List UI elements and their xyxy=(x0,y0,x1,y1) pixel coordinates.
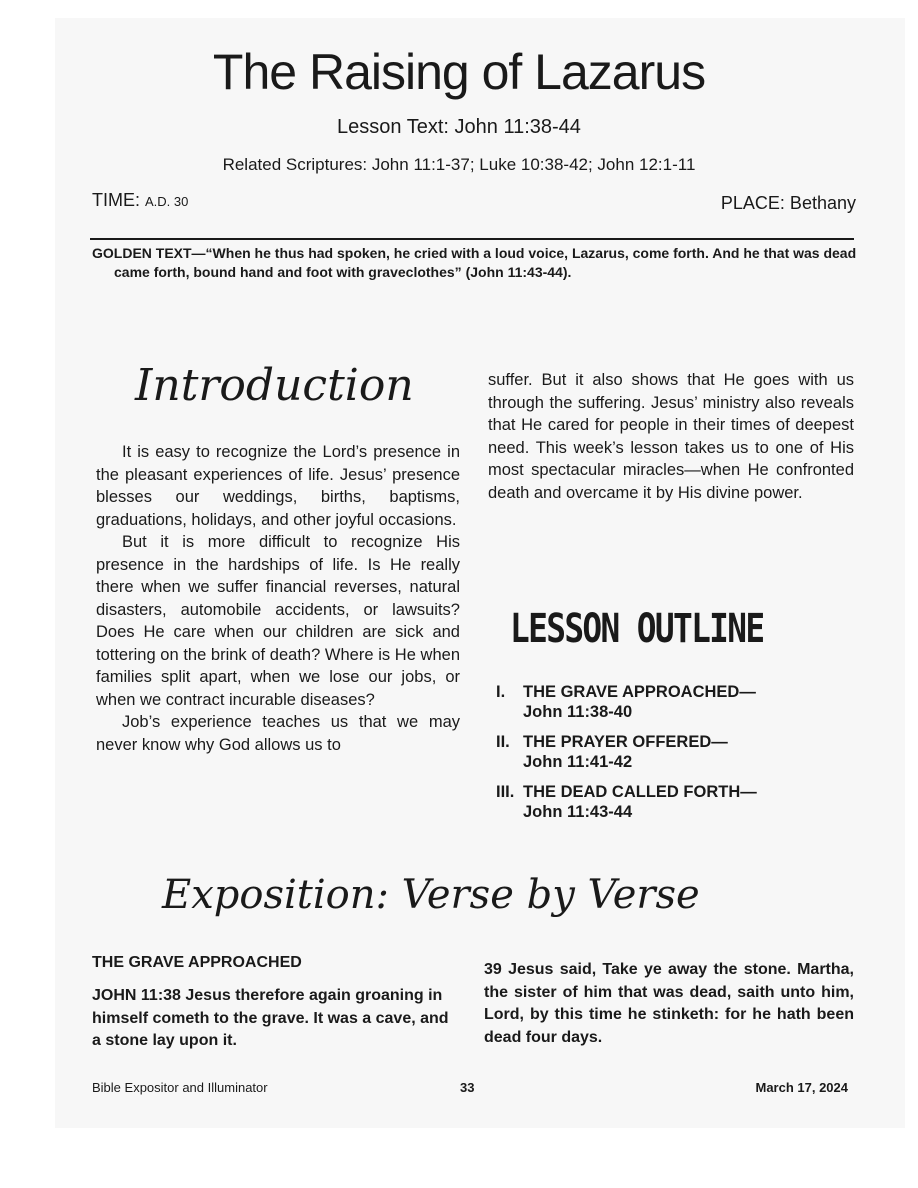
page-title: The Raising of Lazarus xyxy=(212,44,706,100)
outline-ref: John 11:43-44 xyxy=(523,803,633,821)
section-heading: THE GRAVE APPROACHED xyxy=(92,954,302,971)
intro-paragraph: But it is more difficult to recognize His presence in the hardships of life. Is He really there when we suffer financial reverses, natural disasters, automobile accidents, or lawsuits? Does He care when our children are sick and tottering on the brink of death? Where is He when families split apart, when we lose our jobs, or when we contract incurable diseases? xyxy=(96,533,460,709)
verse-39: 39 Jesus said, Take ye away the stone. Martha, the sister of him that was dead, saith unto him, Lord, by this time he stinketh: for he hath been dead four days. xyxy=(484,961,854,1046)
introduction-left-column xyxy=(96,441,460,756)
outline-ref: John 11:38-40 xyxy=(523,703,633,721)
outline-number: II. xyxy=(496,733,510,751)
intro-paragraph: suffer. But it also shows that He goes with us through the suffering. Jesus’ ministry also reveals that He cared for people in their times of deepest need. This week’s lesson takes us to one of His most spectacular miracles—when He confronted death and overcame it by His divine power. xyxy=(488,371,854,502)
intro-paragraph: It is easy to recognize the Lord’s presence in the pleasant experiences of life. Jesus’ presence blesses our weddings, births, baptisms, graduations, holidays, and other joyful occasions. xyxy=(96,443,460,529)
time-value: A.D. 30 xyxy=(145,194,189,209)
time-label: TIME: xyxy=(92,190,140,210)
related-scriptures: Related Scriptures: John 11:1-37; Luke 10:38-42; John 12:1-11 xyxy=(222,155,696,174)
outline-title: THE PRAYER OFFERED— xyxy=(523,733,728,751)
time-info xyxy=(92,190,188,211)
introduction-heading: Introduction xyxy=(135,360,414,411)
outline-item xyxy=(496,732,856,772)
lesson-outline xyxy=(496,682,856,832)
outline-number: I. xyxy=(496,683,506,701)
verse-38: JOHN 11:38 Jesus therefore again groaning in himself cometh to the grave. It was a cave, and a stone lay upon it. xyxy=(92,987,449,1049)
lesson-text: Lesson Text: John 11:38-44 xyxy=(337,116,581,138)
outline-title: THE DEAD CALLED FORTH— xyxy=(523,783,757,801)
footer-date: March 17, 2024 xyxy=(755,1080,848,1095)
intro-paragraph: Job’s experience teaches us that we may never know why God allows us to xyxy=(96,713,460,754)
footer-publication: Bible Expositor and Illuminator xyxy=(92,1080,268,1095)
place-info: PLACE: Bethany xyxy=(720,193,856,213)
outline-number: III. xyxy=(496,783,515,801)
introduction-right-column xyxy=(488,369,854,504)
outline-ref: John 11:41-42 xyxy=(523,753,633,771)
header-divider xyxy=(90,238,854,240)
outline-title: THE GRAVE APPROACHED— xyxy=(523,683,756,701)
golden-text: GOLDEN TEXT—“When he thus had spoken, he cried with a loud voice, Lazarus, come forth. And he that was dead came forth, bound hand and foot with graveclothes” (John 11:43-44). xyxy=(92,245,857,280)
lesson-outline-heading: LESSON OUTLINE xyxy=(510,606,764,652)
outline-item xyxy=(496,682,856,722)
outline-item xyxy=(496,782,856,822)
footer-page-number: 33 xyxy=(460,1080,475,1095)
exposition-heading: Exposition: Verse by Verse xyxy=(162,872,700,918)
